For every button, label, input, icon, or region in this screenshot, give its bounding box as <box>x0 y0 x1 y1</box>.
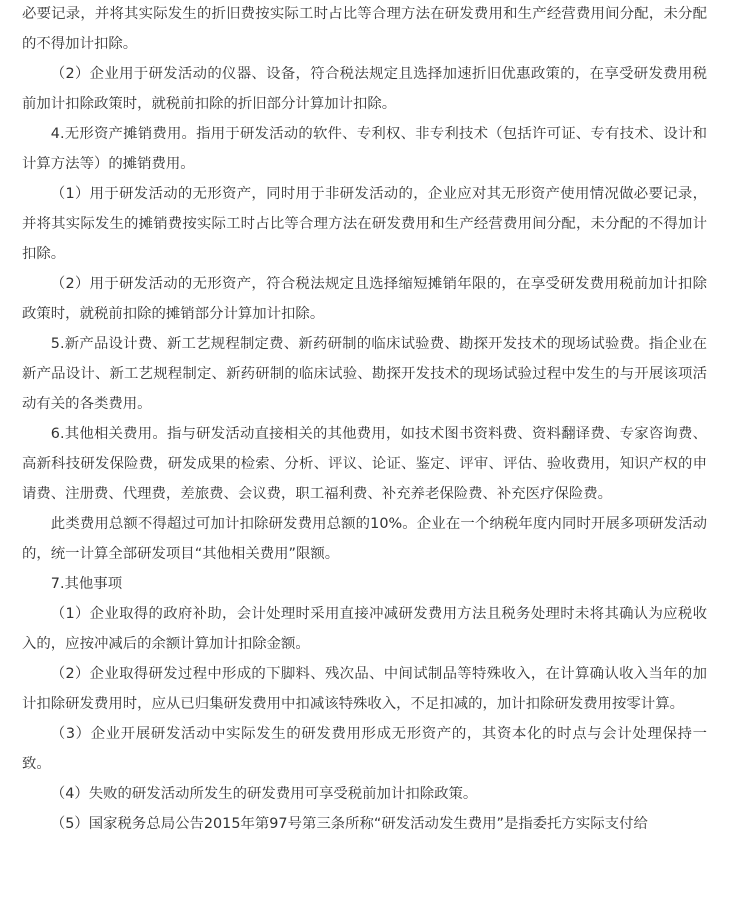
paragraph-continuation: 必要记录，并将其实际发生的折旧费按实际工时占比等合理方法在研发费用和生产经营费用间分配，未分配的不得加计扣除。 <box>22 6 707 52</box>
paragraph-other-expenses-limit: 此类费用总额不得超过可加计扣除研发费用总额的10%。企业在一个纳税年度内同时开展多项研发活动的，统一计算全部研发项目“其他相关费用”限额。 <box>22 516 707 562</box>
paragraph-intangible-amortization: 4.无形资产摊销费用。指用于研发活动的软件、专利权、非专利技术（包括许可证、专有技术、设计和计算方法等）的摊销费用。 <box>22 126 707 172</box>
paragraph-other-related-expenses: 6.其他相关费用。指与研发活动直接相关的其他费用，如技术图书资料费、资料翻译费、专家咨询费、高新科技研发保险费，研发成果的检索、分析、评议、论证、鉴定、评审、评估、验收费用，知识产权的申请费、注册费、代理费，差旅费、会议费，职工福利费、补充养老保险费、补充医疗保险费。 <box>22 426 707 502</box>
paragraph-announcement-97: （5）国家税务总局公告2015年第97号第三条所称“研发活动发生费用”是指委托方实际支付给 <box>50 816 648 832</box>
paragraph-capitalization-timing: （3）企业开展研发活动中实际发生的研发费用形成无形资产的，其资本化的时点与会计处理保持一致。 <box>22 726 707 772</box>
paragraph-equipment-accelerated-depreciation: （2）企业用于研发活动的仪器、设备，符合税法规定且选择加速折旧优惠政策的，在享受研发费用税前加计扣除政策时，就税前扣除的折旧部分计算加计扣除。 <box>22 66 707 112</box>
paragraph-new-product-design-fees: 5.新产品设计费、新工艺规程制定费、新药研制的临床试验费、勘探开发技术的现场试验费。指企业在新产品设计、新工艺规程制定、新药研制的临床试验、勘探开发技术的现场试验过程中发生的与开展该项活动有关的各类费用。 <box>22 336 707 412</box>
paragraph-intangible-shared-use: （1）用于研发活动的无形资产，同时用于非研发活动的，企业应对其无形资产使用情况做必要记录，并将其实际发生的摊销费按实际工时占比等合理方法在研发费用和生产经营费用间分配，未分配的不得加计扣除。 <box>22 186 707 262</box>
section-heading-other-matters: 7.其他事项 <box>50 576 123 592</box>
paragraph-government-subsidy: （1）企业取得的政府补助，会计处理时采用直接冲减研发费用方法且税务处理时未将其确认为应税收入的，应按冲减后的余额计算加计扣除金额。 <box>22 606 707 652</box>
paragraph-intangible-shortened-amortization: （2）用于研发活动的无形资产，符合税法规定且选择缩短摊销年限的，在享受研发费用税前加计扣除政策时，就税前扣除的摊销部分计算加计扣除。 <box>22 276 707 322</box>
paragraph-failed-rd: （4）失败的研发活动所发生的研发费用可享受税前加计扣除政策。 <box>50 786 478 802</box>
paragraph-special-income: （2）企业取得研发过程中形成的下脚料、残次品、中间试制品等特殊收入，在计算确认收入当年的加计扣除研发费用时，应从已归集研发费用中扣减该特殊收入，不足扣减的，加计扣除研发费用按零计算。 <box>22 666 707 712</box>
